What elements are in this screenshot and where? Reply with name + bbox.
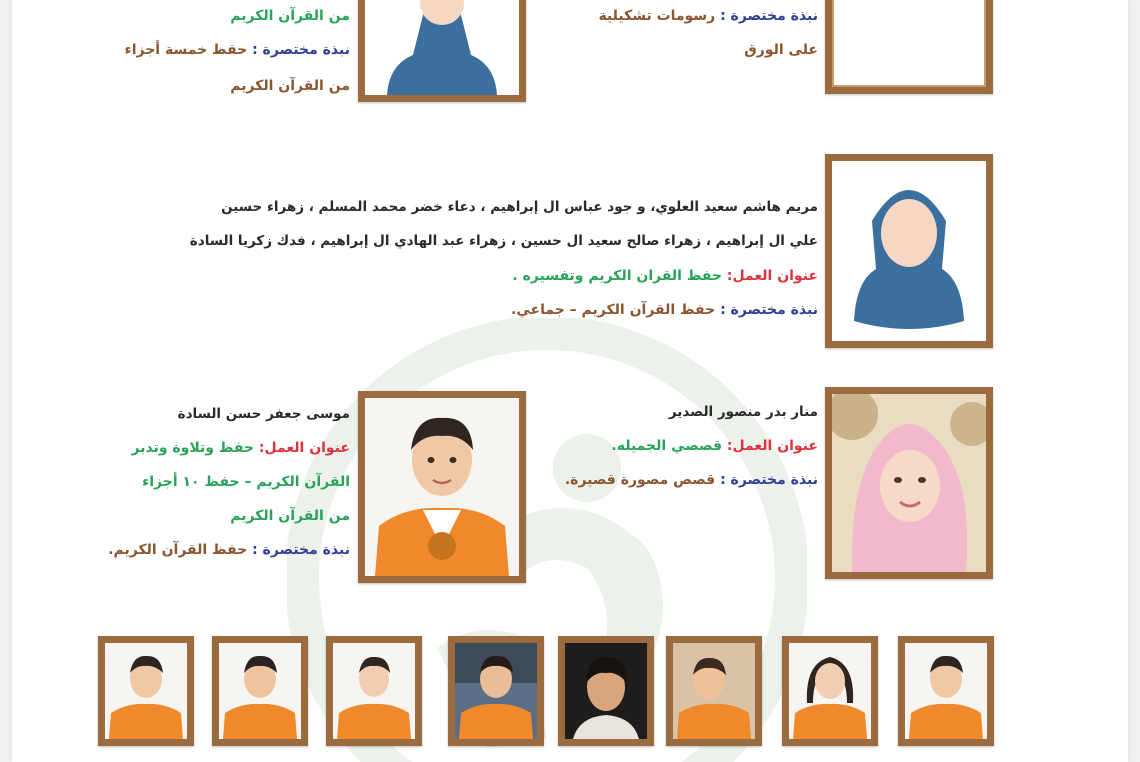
top-left-avatar-frame bbox=[358, 0, 526, 102]
boy-uniform-photo bbox=[219, 643, 301, 739]
work-value: حفظ وتلاوة وتدبر bbox=[131, 440, 254, 456]
musa-work-line bbox=[132, 438, 350, 458]
top-left-line1: من القرآن الكريم bbox=[230, 8, 350, 24]
brief-value: قصص مصورة قصيرة. bbox=[564, 472, 716, 488]
group-work-line bbox=[512, 266, 818, 286]
work-value: قصصي الجميله. bbox=[611, 438, 722, 454]
work-label: عنوان العمل: bbox=[726, 268, 818, 284]
brief-value: حفظ خمسة أجزاء bbox=[124, 42, 248, 58]
work-value: حفظ القران الكريم وتفسيره . bbox=[512, 268, 722, 284]
brief-label: نبذة مختصرة : bbox=[252, 542, 350, 558]
work-label: عنوان العمل: bbox=[258, 440, 350, 456]
top-right-photo-frame bbox=[825, 0, 993, 94]
hijab-avatar-icon bbox=[832, 161, 986, 341]
musa-photo-frame bbox=[358, 391, 526, 583]
thumbnail-photo-3 bbox=[326, 636, 422, 746]
musa-name: موسى جعفر حسن السادة bbox=[177, 406, 350, 422]
top-right-brief-cont: على الورق bbox=[744, 42, 818, 58]
brief-label: نبذة مختصرة : bbox=[720, 302, 818, 318]
boy-uniform-photo bbox=[905, 643, 987, 739]
work-label: عنوان العمل: bbox=[726, 438, 818, 454]
brief-label: نبذة مختصرة : bbox=[720, 472, 818, 488]
top-left-brief-cont: من القرآن الكريم bbox=[230, 78, 350, 94]
manar-name: منار بدر منصور الصدير bbox=[668, 404, 818, 420]
boy-uniform-photo bbox=[105, 643, 187, 739]
manar-photo-frame bbox=[825, 387, 993, 579]
musa-brief-line bbox=[108, 540, 350, 560]
group-brief-line bbox=[511, 300, 818, 320]
brief-label: نبذة مختصرة : bbox=[252, 42, 350, 58]
brief-value: حفظ القرآن الكريم. bbox=[108, 542, 248, 558]
musa-work-line2: القرآن الكريم – حفظ ١٠ أجزاء bbox=[142, 474, 350, 490]
group-avatar-frame bbox=[825, 154, 993, 348]
girl-pink-hijab-photo bbox=[832, 394, 986, 572]
girl-uniform-photo bbox=[789, 643, 871, 739]
manar-work-line bbox=[611, 436, 818, 456]
brief-label: نبذة مختصرة : bbox=[720, 8, 818, 24]
group-names-line2: علي ال إبراهيم ، زهراء صالح سعيد ال حسين ، زهراء عبد الهادي ال إبراهيم ، فدك زكريا السادة bbox=[189, 233, 818, 249]
manar-brief-line bbox=[565, 470, 818, 490]
musa-work-line3: من القرآن الكريم bbox=[230, 508, 350, 524]
boy-uniform-photo bbox=[455, 643, 537, 739]
top-left-brief-line bbox=[125, 40, 350, 60]
thumbnail-photo-8 bbox=[898, 636, 994, 746]
brief-value: حفظ القرآن الكريم – جماعي. bbox=[511, 302, 716, 318]
document-page bbox=[12, 0, 1128, 762]
thumbnail-photo-6 bbox=[666, 636, 762, 746]
thumbnail-photo-2 bbox=[212, 636, 308, 746]
boy-uniform-photo bbox=[673, 643, 755, 739]
boy-uniform-photo bbox=[365, 398, 519, 576]
boy-photo bbox=[565, 643, 647, 739]
thumbnail-photo-5 bbox=[558, 636, 654, 746]
top-right-brief-line bbox=[598, 6, 818, 26]
brief-value: رسومات تشكيلية bbox=[598, 8, 716, 24]
group-names-line1: مريم هاشم سعيد العلوي، و جود عباس ال إبراهيم ، دعاء خضر محمد المسلم ، زهراء حسين bbox=[221, 199, 818, 215]
boy-uniform-photo bbox=[333, 643, 415, 739]
thumbnail-photo-4 bbox=[448, 636, 544, 746]
thumbnail-photo-7 bbox=[782, 636, 878, 746]
thumbnail-photo-1 bbox=[98, 636, 194, 746]
hijab-avatar-icon bbox=[365, 0, 519, 95]
